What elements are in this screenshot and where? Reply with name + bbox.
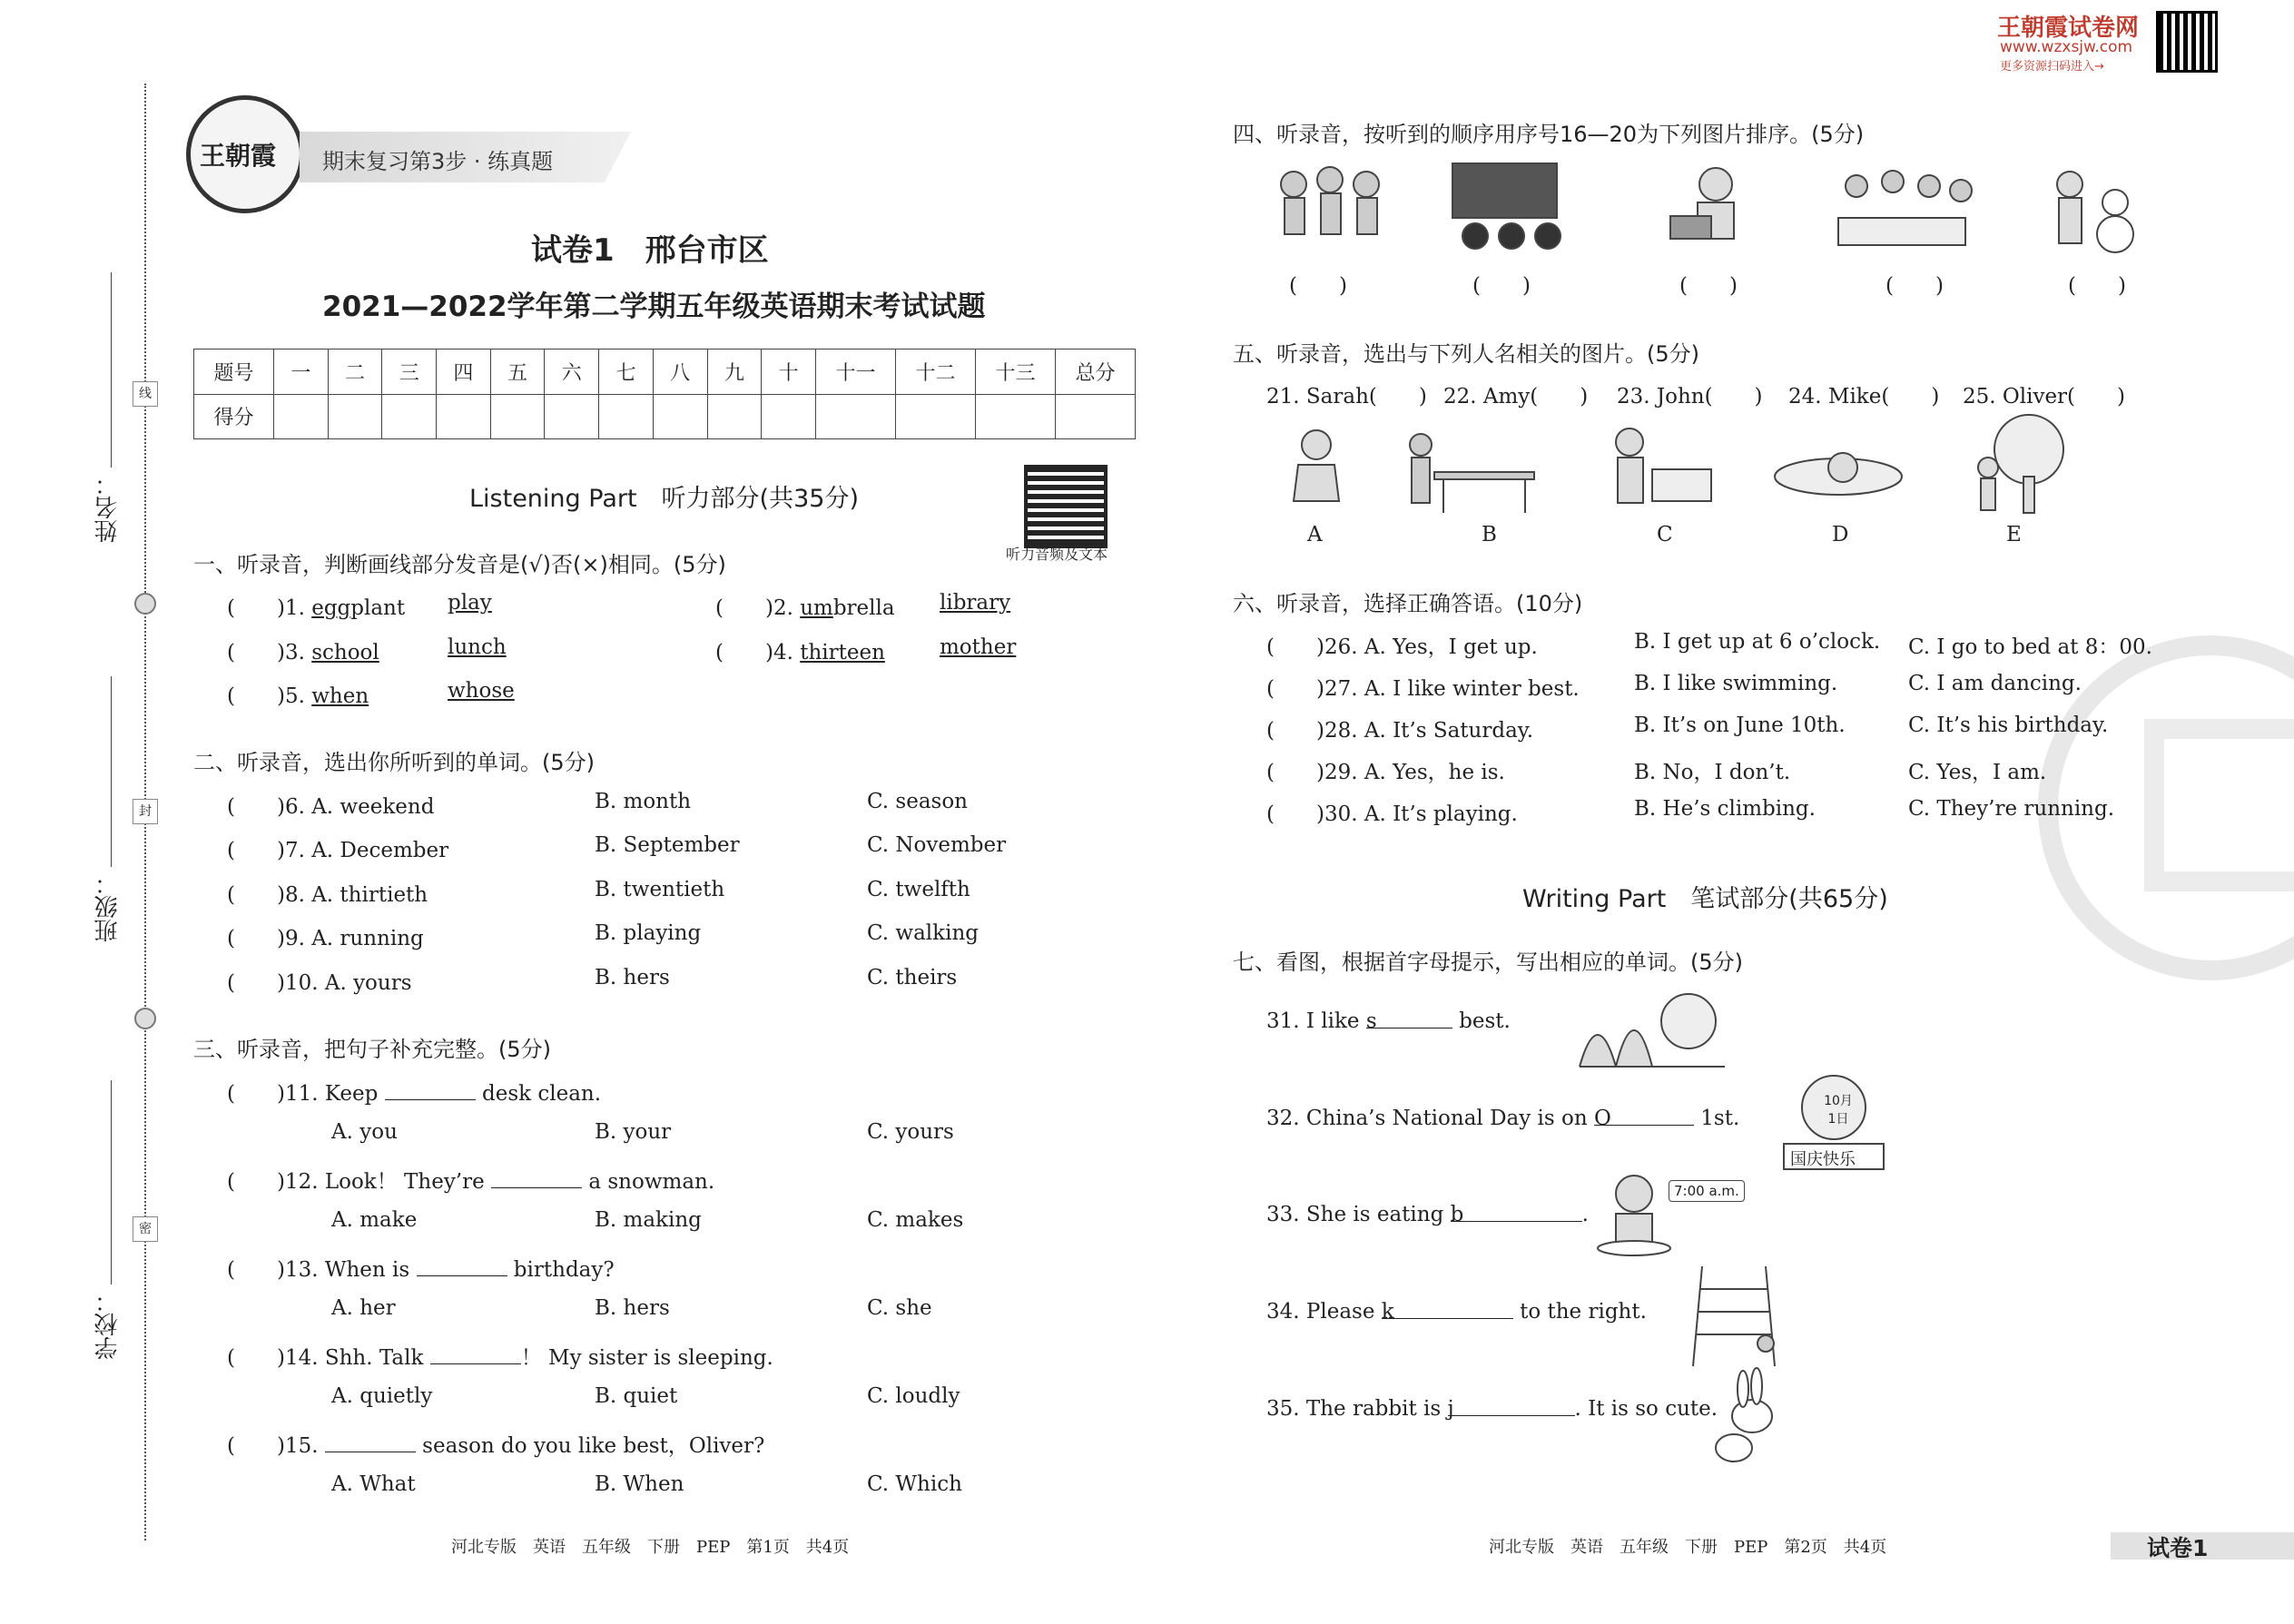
s2-item-7-a: ( )7. A. December	[227, 839, 449, 862]
s3-item-11-a: A. you	[331, 1120, 398, 1144]
school-field[interactable]	[111, 1080, 112, 1284]
score-input-cell[interactable]	[707, 394, 762, 439]
s6-item-26-b: B. I get up at 6 o’clock.	[1634, 630, 1881, 654]
qr-caption: 听力音频及文本	[1006, 546, 1108, 563]
s2-item-7-b: B. September	[595, 833, 740, 857]
s4-picture-3	[1661, 162, 1761, 261]
s3-item-11-c: C. yours	[867, 1120, 954, 1144]
s2-item-8-b: B. twentieth	[595, 878, 725, 901]
answer-blank[interactable]: k	[1382, 1300, 1513, 1319]
s1-item-4-word-2: mother	[940, 635, 1017, 659]
s5-picture-e	[1965, 413, 2074, 517]
section-7-title: 七、看图，根据首字母提示，写出相应的单词。(5分)	[1233, 950, 1743, 975]
s1-item-2-word-2: library	[940, 591, 1011, 615]
paper-tag: 试卷1	[2147, 1535, 2209, 1561]
paper-title: 试卷1 邢台市区	[531, 232, 769, 269]
answer-blank[interactable]: j	[1448, 1397, 1575, 1416]
s3-item-13: ( )13. When is birthday?	[227, 1258, 615, 1282]
score-cell: 四	[437, 349, 491, 395]
answer-blank[interactable]	[385, 1081, 476, 1100]
s5-picture-d	[1770, 436, 1906, 508]
s4-picture-2	[1448, 159, 1575, 259]
s6-item-29-c: C. Yes，I am.	[1908, 761, 2047, 784]
s3-item-12: ( )12. Look！ They’re a snowman.	[227, 1170, 715, 1194]
section-1-title: 一、听录音，判断画线部分发音是(√)否(×)相同。(5分)	[193, 552, 726, 577]
score-cell: 八	[653, 349, 707, 395]
section-2-title: 二、听录音，选出你所听到的单词。(5分)	[193, 750, 595, 775]
s6-item-26-a: ( )26. A. Yes，I get up.	[1266, 635, 1538, 659]
s7-item-34: 34. Please k to the right.	[1266, 1300, 1647, 1324]
s3-item-12-b: B. making	[595, 1208, 702, 1232]
s6-item-27-b: B. I like swimming.	[1634, 672, 1838, 695]
footer-left: 河北专版 英语 五年级 下册 PEP 第1页 共4页	[451, 1538, 850, 1557]
s1-item-1: ( )1. eggplant	[227, 596, 406, 620]
s3-item-14-b: B. quiet	[595, 1384, 678, 1408]
s7-picture-seasons	[1570, 985, 1729, 1071]
score-cell: 十一	[816, 349, 896, 395]
s2-item-7-c: C. November	[867, 833, 1007, 857]
s7-picture-stairs	[1684, 1257, 1784, 1371]
score-input-cell[interactable]	[1056, 394, 1136, 439]
answer-blank[interactable]	[491, 1169, 582, 1188]
section-5-title: 五、听录音，选出与下列人名相关的图片。(5分)	[1233, 341, 1699, 367]
s4-bracket-3[interactable]: ( )	[1679, 274, 1738, 298]
watermark-seal-3	[2144, 719, 2294, 891]
footer-right: 河北专版 英语 五年级 下册 PEP 第2页 共4页	[1489, 1538, 1887, 1557]
answer-blank[interactable]: b	[1451, 1203, 1582, 1222]
s3-item-15-b: B. When	[595, 1472, 684, 1496]
score-cell: 总分	[1056, 349, 1136, 395]
s6-item-28-b: B. It’s on June 10th.	[1634, 714, 1846, 737]
s5-name-23: 23. John( )	[1617, 385, 1763, 408]
s3-item-11-b: B. your	[595, 1120, 672, 1144]
section-3-title: 三、听录音，把句子补充完整。(5分)	[193, 1037, 551, 1062]
score-cell: 九	[707, 349, 762, 395]
s7-picture-rabbit	[1698, 1366, 1788, 1475]
class-label: 班级：	[94, 871, 122, 942]
score-cell: 题号	[194, 349, 274, 395]
score-cell: 二	[328, 349, 382, 395]
s2-item-6-b: B. month	[595, 790, 692, 813]
s5-letter-d: D	[1832, 523, 1849, 546]
score-input-cell[interactable]	[599, 394, 654, 439]
brand-logo	[186, 95, 304, 213]
qr-code-icon[interactable]	[1024, 465, 1108, 548]
s2-item-9-b: B. playing	[595, 921, 702, 945]
s3-item-15-c: C. Which	[867, 1472, 962, 1496]
s2-item-8-c: C. twelfth	[867, 878, 970, 901]
s7-item-32: 32. China’s National Day is on O 1st.	[1266, 1107, 1740, 1130]
site-qr-code-icon[interactable]	[2156, 11, 2218, 73]
score-input-cell[interactable]	[437, 394, 491, 439]
s6-item-30-c: C. They’re running.	[1908, 797, 2115, 821]
s5-letter-c: C	[1657, 523, 1673, 546]
section-4-title: 四、听录音，按听到的顺序用序号16—20为下列图片排序。(5分)	[1233, 122, 1865, 147]
s3-item-11: ( )11. Keep desk clean.	[227, 1082, 602, 1106]
score-row-label: 得分	[194, 394, 274, 439]
score-cell: 一	[274, 349, 329, 395]
binding-knot-1	[134, 593, 156, 615]
s3-item-14: ( )14. Shh. Talk ！ My sister is sleeping.	[227, 1346, 773, 1370]
answer-blank[interactable]: O	[1594, 1107, 1694, 1126]
s5-name-24: 24. Mike( )	[1788, 385, 1940, 408]
s6-item-26-c: C. I go to bed at 8：00.	[1908, 635, 2152, 659]
s3-item-15: ( )15. season do you like best，Oliver?	[227, 1434, 765, 1458]
s2-item-6-c: C. season	[867, 790, 968, 813]
s2-item-9-a: ( )9. A. running	[227, 927, 424, 950]
class-field[interactable]	[111, 676, 112, 867]
school-label: 学校：	[94, 1289, 122, 1360]
s2-item-8-a: ( )8. A. thirtieth	[227, 883, 428, 907]
score-input-cell[interactable]	[490, 394, 545, 439]
s2-item-6-a: ( )6. A. weekend	[227, 795, 435, 819]
score-input-cell[interactable]	[274, 394, 329, 439]
s4-picture-4	[1820, 159, 1984, 259]
seal-mark-1: 线	[133, 381, 158, 407]
s5-picture-a	[1275, 419, 1357, 519]
s2-item-10-b: B. hers	[595, 966, 670, 989]
s1-item-2: ( )2. umbrella	[715, 596, 895, 620]
s7-item-33: 33. She is eating b .	[1266, 1203, 1589, 1226]
brand-logo-text: 王朝霞	[200, 141, 277, 171]
step-banner-text: 期末复习第3步 · 练真题	[322, 149, 554, 174]
s5-name-21: 21. Sarah( )	[1266, 385, 1427, 408]
s1-item-4: ( )4. thirteen	[715, 641, 885, 664]
s6-item-28-c: C. It’s his birthday.	[1908, 714, 2109, 737]
s4-picture-1	[1266, 162, 1393, 261]
score-cell: 十	[762, 349, 816, 395]
site-name: 王朝霞试卷网	[1997, 15, 2140, 42]
score-cell: 十三	[976, 349, 1056, 395]
s7-item-35: 35. The rabbit is j . It is so cute.	[1266, 1397, 1718, 1421]
s7-item-31: 31. I like s best.	[1266, 1009, 1511, 1033]
s5-letter-e: E	[2006, 523, 2022, 546]
s6-item-29-b: B. No，I don’t.	[1634, 761, 1791, 784]
s3-item-15-a: A. What	[331, 1472, 416, 1496]
s3-item-13-a: A. her	[331, 1296, 396, 1320]
seal-mark-3: 密	[133, 1216, 158, 1242]
s2-item-10-a: ( )10. A. yours	[227, 971, 412, 995]
s3-item-12-c: C. makes	[867, 1208, 964, 1232]
score-input-cell[interactable]	[545, 394, 599, 439]
s1-item-1-word-2: play	[448, 591, 492, 615]
score-input-cell[interactable]	[328, 394, 382, 439]
national-day-text: 国庆快乐	[1790, 1150, 1856, 1169]
s6-item-30-b: B. He’s climbing.	[1634, 797, 1816, 821]
clock-label: 7:00 a.m.	[1669, 1180, 1745, 1202]
score-cell: 三	[382, 349, 437, 395]
score-cell: 五	[490, 349, 545, 395]
answer-blank[interactable]	[430, 1345, 521, 1364]
s6-item-27-c: C. I am dancing.	[1908, 672, 2082, 695]
s5-letter-a: A	[1307, 523, 1323, 546]
s5-picture-c	[1607, 419, 1716, 519]
listening-part-title: Listening Part 听力部分(共35分)	[469, 485, 859, 513]
site-url[interactable]: www.wzxsjw.com	[2000, 38, 2133, 56]
s5-name-22: 22. Amy( )	[1443, 385, 1589, 408]
score-input-cell[interactable]	[816, 394, 896, 439]
s3-item-14-a: A. quietly	[331, 1384, 433, 1408]
score-table-header-row	[194, 349, 1136, 395]
name-field[interactable]	[111, 272, 112, 468]
name-label: 姓名：	[94, 472, 122, 543]
score-table-score-row	[194, 394, 1136, 439]
s1-item-5-word-2: whose	[448, 679, 515, 703]
exam-title: 2021—2022学年第二学期五年级英语期末考试试题	[322, 290, 986, 323]
answer-blank[interactable]	[325, 1433, 416, 1452]
s6-item-29-a: ( )29. A. Yes，he is.	[1266, 761, 1505, 784]
s3-item-13-b: B. hers	[595, 1296, 670, 1320]
s1-item-3: ( )3. school	[227, 641, 379, 664]
s1-item-3-word-2: lunch	[448, 635, 507, 659]
score-cell: 七	[599, 349, 654, 395]
writing-part-title: Writing Part 笔试部分(共65分)	[1522, 885, 1888, 913]
s3-item-12-a: A. make	[331, 1208, 418, 1232]
score-input-cell[interactable]	[896, 394, 976, 439]
answer-blank[interactable]: s	[1366, 1009, 1452, 1029]
score-input-cell[interactable]	[762, 394, 816, 439]
s4-picture-5	[2043, 162, 2142, 261]
s6-item-30-a: ( )30. A. It’s playing.	[1266, 802, 1518, 826]
score-input-cell[interactable]	[382, 394, 437, 439]
score-cell: 六	[545, 349, 599, 395]
s2-item-10-c: C. theirs	[867, 966, 958, 989]
binding-knot-2	[134, 1008, 156, 1029]
s1-item-5: ( )5. when	[227, 684, 369, 708]
score-table	[193, 349, 1136, 439]
seal-mark-2: 封	[133, 799, 158, 824]
national-day-badge-date: 10月 1日	[1824, 1094, 1853, 1127]
s4-bracket-2[interactable]: ( )	[1472, 274, 1531, 298]
s5-name-25: 25. Oliver( )	[1963, 385, 2126, 408]
s7-picture-breakfast	[1589, 1166, 1679, 1257]
site-slogan: 更多资源扫码进入→	[2000, 60, 2104, 74]
s5-letter-b: B	[1482, 523, 1497, 546]
s3-item-14-c: C. loudly	[867, 1384, 960, 1408]
score-cell: 十二	[896, 349, 976, 395]
score-input-cell[interactable]	[976, 394, 1056, 439]
s2-item-9-c: C. walking	[867, 921, 979, 945]
s6-item-27-a: ( )27. A. I like winter best.	[1266, 677, 1580, 701]
score-input-cell[interactable]	[653, 394, 707, 439]
s4-bracket-4[interactable]: ( )	[1885, 274, 1944, 298]
s4-bracket-1[interactable]: ( )	[1289, 274, 1347, 298]
answer-blank[interactable]	[417, 1257, 507, 1276]
s3-item-13-c: C. she	[867, 1296, 932, 1320]
section-6-title: 六、听录音，选择正确答语。(10分)	[1233, 591, 1583, 616]
s6-item-28-a: ( )28. A. It’s Saturday.	[1266, 719, 1534, 743]
s4-bracket-5[interactable]: ( )	[2068, 274, 2126, 298]
s5-picture-b	[1403, 427, 1539, 517]
